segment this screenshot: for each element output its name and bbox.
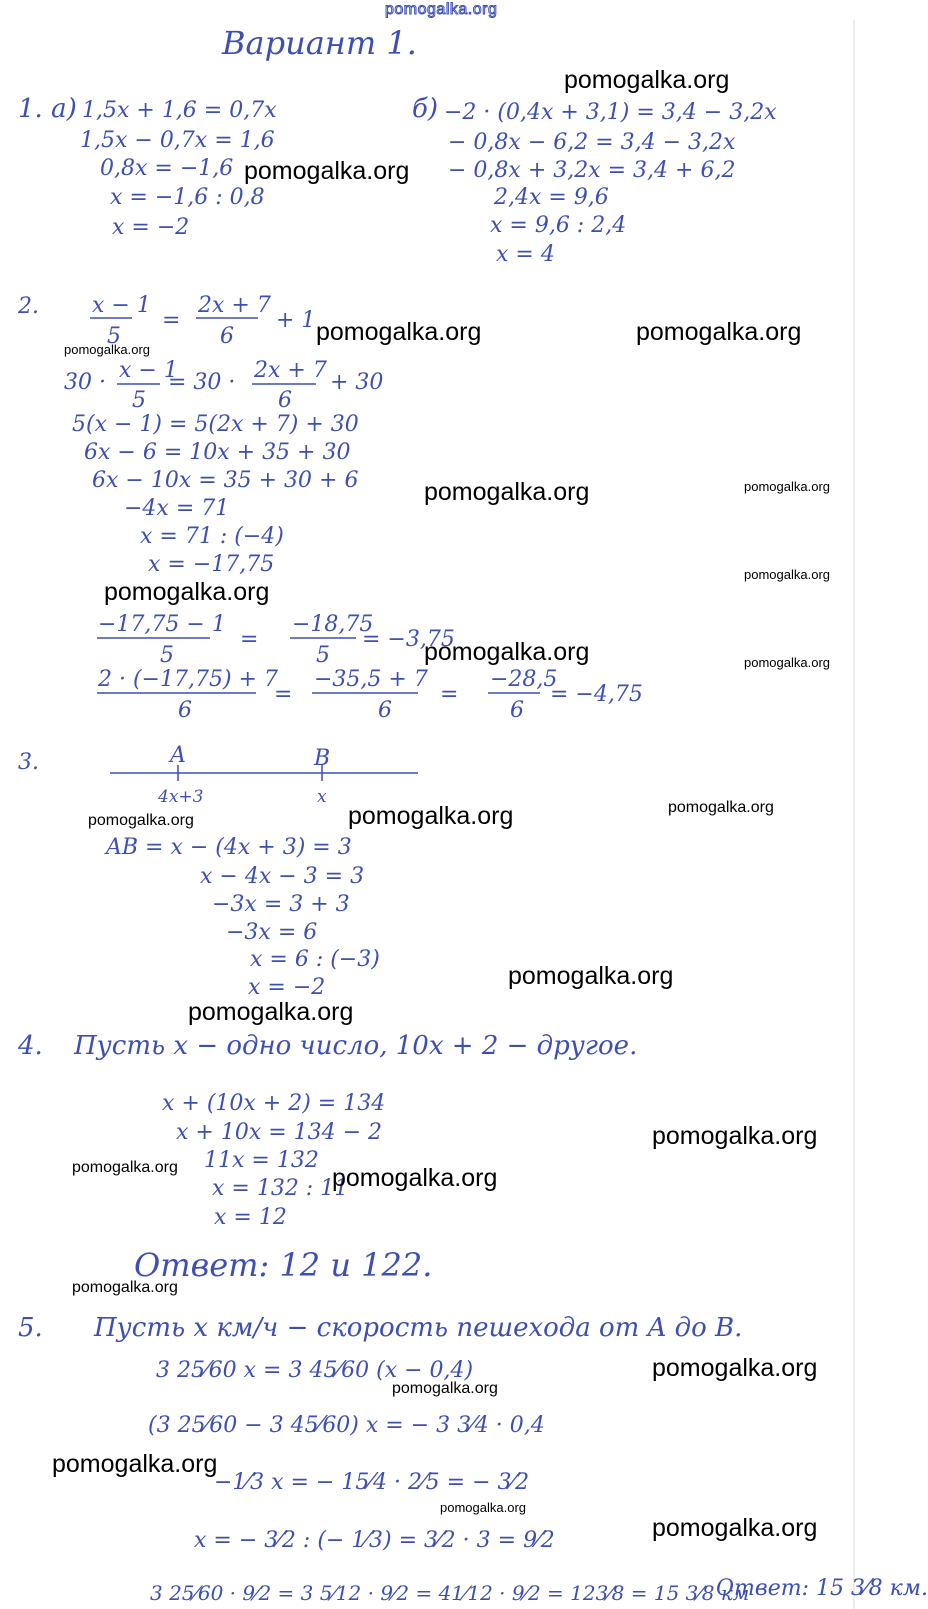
p3-line: x − 4x − 3 = 3 [200,864,365,889]
watermark: pomogalka.org [668,799,774,816]
p2-check1-num: −17,75 − 1 [98,612,226,637]
p2-lhs-num: x − 1 [92,293,151,318]
p2-check1-equals: = [240,627,259,652]
p3-line: −3x = 3 + 3 [212,892,350,917]
p2-mult-rhs-num: 2x + 7 [254,358,327,383]
p2-mult-lhs-den: 5 [132,388,146,413]
watermark: pomogalka.org [564,66,730,94]
point-a-label: A [170,743,186,768]
watermark: pomogalka.org [744,655,830,670]
p2-check2-mid-den: 6 [378,698,392,723]
p2-check2-num: 2 · (−17,75) + 7 [98,667,278,692]
p5-intro: Пусть x км/ч − скорость пешехода от A до B. [94,1313,743,1343]
p2-check2-mid-num: −35,5 + 7 [314,667,428,692]
p1-a-label: 1. а) [18,94,77,124]
p2-line: −4x = 71 [124,496,230,521]
p4-line: x = 12 [214,1205,287,1230]
p2-eq-tail: + 1 [276,308,316,333]
p3-line: x = 6 : (−3) [250,947,380,972]
page-title: Вариант 1. [222,24,417,62]
p2-lhs-den: 5 [107,324,121,349]
p2-check1-result: = −3,75 [362,627,455,652]
p1-b-line: −2 · (0,4x + 3,1) = 3,4 − 3,2x [444,100,777,125]
watermark: pomogalka.org [332,1164,498,1192]
p2-check2-result: = −4,75 [550,682,643,707]
watermark: pomogalka.org [52,1450,218,1478]
watermark: pomogalka.org [188,998,354,1026]
watermark: pomogalka.org [744,479,830,494]
p2-label: 2. [18,294,39,319]
p1-a-line: x = −1,6 : 0,8 [110,185,265,210]
p2-line: 5(x − 1) = 5(2x + 7) + 30 [72,412,359,437]
point-a-value: 4x+3 [158,787,204,807]
p4-line: x = 132 : 11 [212,1176,349,1201]
watermark: pomogalka.org [508,962,674,990]
point-b-label: B [314,746,331,771]
p2-rhs-den: 6 [220,324,234,349]
watermark: pomogalka.org [636,318,802,346]
p1-b-line: x = 4 [496,242,555,267]
p5-line: −1⁄3 x = − 15⁄4 · 2⁄5 = − 3⁄2 [214,1470,530,1495]
watermark: pomogalka.org [72,1159,178,1176]
p1-b-line: − 0,8x + 3,2x = 3,4 + 6,2 [448,158,736,183]
watermark: pomogalka.org [424,638,590,666]
p3-line: x = −2 [248,975,326,1000]
p3-line: AB = x − (4x + 3) = 3 [106,835,352,860]
p2-line: 6x − 6 = 10x + 35 + 30 [84,440,351,465]
watermark: pomogalka.org [440,1500,526,1515]
p4-line: x + 10x = 134 − 2 [176,1120,383,1145]
p4-answer: Ответ: 12 и 122. [134,1246,433,1284]
p2-line: x = −17,75 [148,552,275,577]
p2-line: x = 71 : (−4) [140,524,284,549]
p1-a-line: 1,5x + 1,6 = 0,7x [82,98,277,123]
p1-b-line: 2,4x = 9,6 [494,185,609,210]
p2-check2-equals: = [274,682,293,707]
watermark: pomogalka.org [652,1354,818,1382]
p2-mult-lhs-num: x − 1 [119,358,178,383]
p4-line: x + (10x + 2) = 134 [162,1091,386,1116]
watermark: pomogalka.org [64,342,150,357]
p2-check1-mid-den: 5 [316,643,330,668]
p5-line: x = − 3⁄2 : (− 1⁄3) = 3⁄2 · 3 = 9⁄2 [194,1528,555,1553]
watermark: pomogalka.org [652,1514,818,1542]
p5-answer: Ответ: 15 3⁄8 км. [716,1576,928,1601]
p2-line: 6x − 10x = 35 + 30 + 6 [92,468,359,493]
watermark: pomogalka.org [244,157,410,185]
p2-check1-mid-num: −18,75 [292,612,374,637]
p5-line: (3 25⁄60 − 3 45⁄60) x = − 3 3⁄4 · 0,4 [148,1413,545,1438]
p2-equals: = [162,308,181,333]
watermark: pomogalka.org [392,1380,498,1397]
p2-check2-r-num: −28,5 [490,667,558,692]
p3-label: 3. [18,750,39,775]
watermark: pomogalka.org [744,567,830,582]
p5-line: 3 25⁄60 x = 3 45⁄60 (x − 0,4) [156,1358,474,1383]
watermark: pomogalka.org [652,1122,818,1150]
p2-check2-den: 6 [178,698,192,723]
p2-mult-tail: + 30 [330,370,384,395]
p5-line: 3 25⁄60 · 9⁄2 = 3 5⁄12 · 9⁄2 = 41⁄12 · 9⁄2 = 123⁄8 = 15 3⁄8 км [150,1581,750,1605]
watermark: pomogalka.org [348,802,514,830]
page-edge [853,20,855,1609]
watermark: pomogalka.org [104,578,270,606]
p4-label: 4. [18,1031,43,1061]
p1-b-label: б) [412,94,439,124]
point-b-value: x [317,787,327,807]
p1-b-line: − 0,8x − 6,2 = 3,4 − 3,2x [448,130,736,155]
p1-a-line: 1,5x − 0,7x = 1,6 [80,128,275,153]
p1-b-line: x = 9,6 : 2,4 [490,213,627,238]
p2-check1-den: 5 [160,643,174,668]
p1-a-line: 0,8x = −1,6 [100,156,234,181]
p5-label: 5. [18,1313,43,1343]
watermark: pomogalka.org [72,1279,178,1296]
p4-intro: Пусть x − одно число, 10x + 2 − другое. [74,1031,638,1061]
p1-a-line: x = −2 [112,215,190,240]
p4-line: 11x = 132 [204,1148,319,1173]
p2-check2-r-den: 6 [510,698,524,723]
p2-rhs-num: 2x + 7 [198,293,271,318]
watermark: pomogalka.org [88,812,194,829]
watermark: pomogalka.org [424,478,590,506]
p2-check2-equals-2: = [440,682,459,707]
p2-mult-pre: 30 · [64,370,106,395]
p2-mult-mid: = 30 · [168,370,236,395]
p3-line: −3x = 6 [226,920,318,945]
p2-mult-rhs-den: 6 [278,388,292,413]
top-watermark: pomogalka.org [385,1,498,18]
watermark: pomogalka.org [316,318,482,346]
